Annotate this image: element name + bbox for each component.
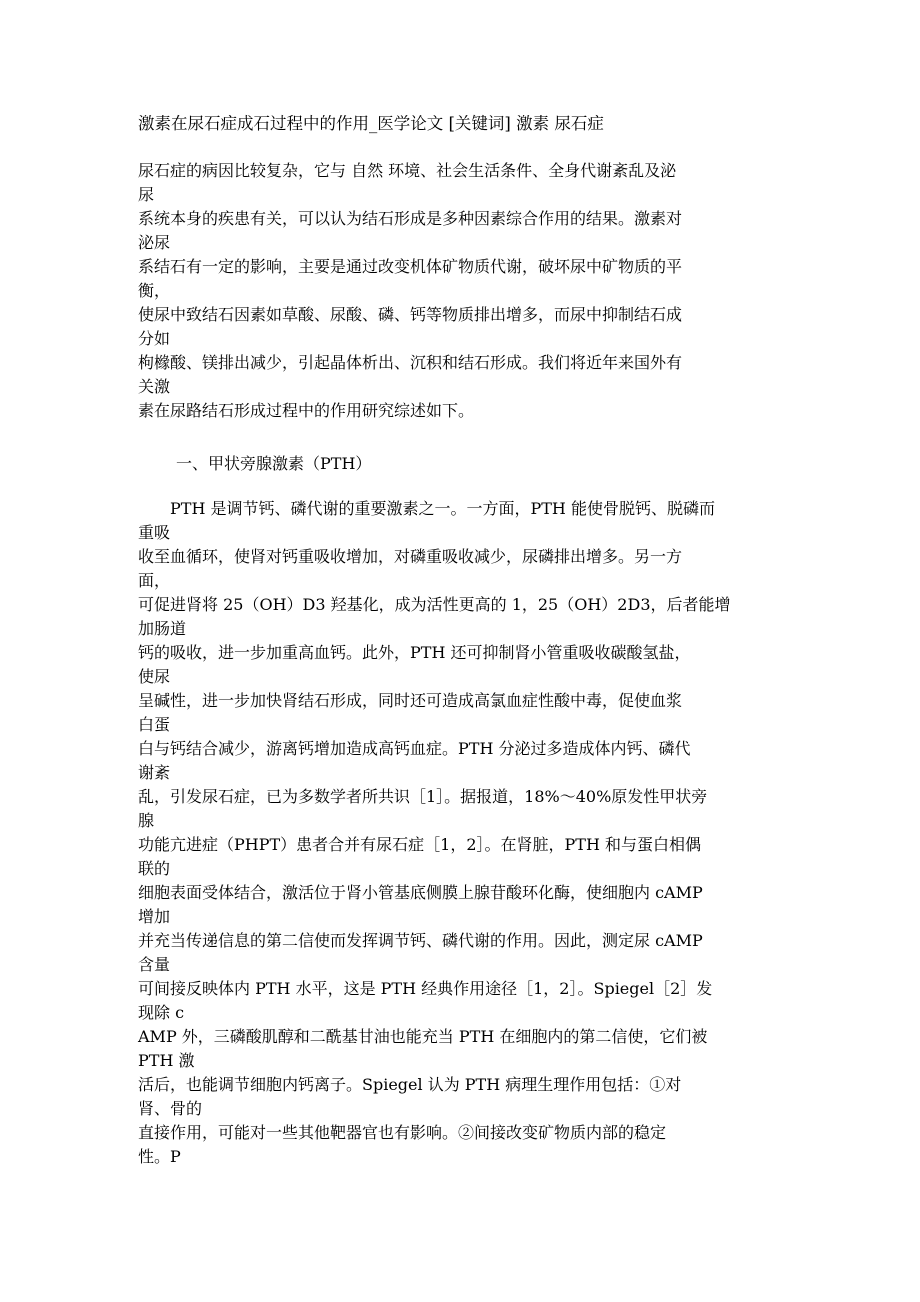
text-line: 使尿 <box>138 667 171 686</box>
section-paragraph <box>138 497 788 1169</box>
text-line: 可间接反映体内 PTH 水平，这是 PTH 经典作用途径［1，2］。Spiegel［2］发 <box>138 979 713 998</box>
text-line: 系结石有一定的影响，主要是通过改变机体矿物质代谢，破坏尿中矿物质的平 <box>138 257 683 276</box>
text-line: 收至血循环，使肾对钙重吸收增加，对磷重吸收减少，尿磷排出增多。另一方 <box>138 547 683 566</box>
text-line: 分如 <box>138 329 171 348</box>
text-line: 关激 <box>138 377 171 396</box>
text-line: PTH 是调节钙、磷代谢的重要激素之一。一方面，PTH 能使骨脱钙、脱磷而 <box>138 499 715 518</box>
text-line: 尿 <box>138 185 155 204</box>
text-line: AMP 外，三磷酸肌醇和二酰基甘油也能充当 PTH 在细胞内的第二信使，它们被 <box>138 1027 708 1046</box>
text-line: 尿石症的病因比较复杂，它与 自然 环境、社会生活条件、全身代谢紊乱及泌 <box>138 161 677 180</box>
text-line: 含量 <box>138 955 171 974</box>
text-line: 枸橼酸、镁排出减少，引起晶体析出、沉积和结石形成。我们将近年来国外有 <box>138 353 683 372</box>
text-line: 面， <box>138 571 171 590</box>
text-line: 泌尿 <box>138 233 171 252</box>
text-line: 使尿中致结石因素如草酸、尿酸、磷、钙等物质排出增多，而尿中抑制结石成 <box>138 305 683 324</box>
text-line: PTH 激 <box>138 1051 195 1070</box>
text-line: 素在尿路结石形成过程中的作用研究综述如下。 <box>138 401 475 420</box>
text-line: 细胞表面受体结合，激活位于肾小管基底侧膜上腺苷酸环化酶，使细胞内 cAMP <box>138 883 703 902</box>
text-line: 白与钙结合减少，游离钙增加造成高钙血症。PTH 分泌过多造成体内钙、磷代 <box>138 739 691 758</box>
text-line: 功能亢进症（PHPT）患者合并有尿石症［1，2］。在肾脏，PTH 和与蛋白相偶 <box>138 835 701 854</box>
text-line: 并充当传递信息的第二信使而发挥调节钙、磷代谢的作用。因此，测定尿 cAMP <box>138 931 703 950</box>
text-line: 呈碱性，进一步加快肾结石形成，同时还可造成高氯血症性酸中毒，促使血浆 <box>138 691 683 710</box>
intro-paragraph <box>138 159 788 423</box>
text-line: 腺 <box>138 811 155 830</box>
text-line: 系统本身的疾患有关，可以认为结石形成是多种因素综合作用的结果。激素对 <box>138 209 683 228</box>
text-line: 钙的吸收，进一步加重高血钙。此外，PTH 还可抑制肾小管重吸收碳酸氢盐， <box>138 643 691 662</box>
text-line: 现除 c <box>138 1003 185 1022</box>
text-line: 白蛋 <box>138 715 171 734</box>
text-line: 增加 <box>138 907 171 926</box>
text-line: 性。P <box>138 1147 181 1166</box>
text-line: 联的 <box>138 859 171 878</box>
text-line: 活后，也能调节细胞内钙离子。Spiegel 认为 PTH 病理生理作用包括：①对 <box>138 1075 682 1094</box>
text-line: 衡， <box>138 281 171 300</box>
text-line: 肾、骨的 <box>138 1099 203 1118</box>
text-line: 乱，引发尿石症，已为多数学者所共识［1］。据报道，18%～40%原发性甲状旁 <box>138 787 708 806</box>
text-line: 谢紊 <box>138 763 171 782</box>
text-line: 重吸 <box>138 523 171 542</box>
document-title: 激素在尿石症成石过程中的作用_医学论文 [关键词] 激素 尿石症 <box>138 114 604 133</box>
text-line: 加肠道 <box>138 619 187 638</box>
text-line: 可促进肾将 25（OH）D3 羟基化，成为活性更高的 1，25（OH）2D3，后者能增 <box>138 595 731 614</box>
section-heading: 一、甲状旁腺激素（PTH） <box>176 454 372 473</box>
text-line: 直接作用，可能对一些其他靶器官也有影响。②间接改变矿物质内部的稳定 <box>138 1123 667 1142</box>
